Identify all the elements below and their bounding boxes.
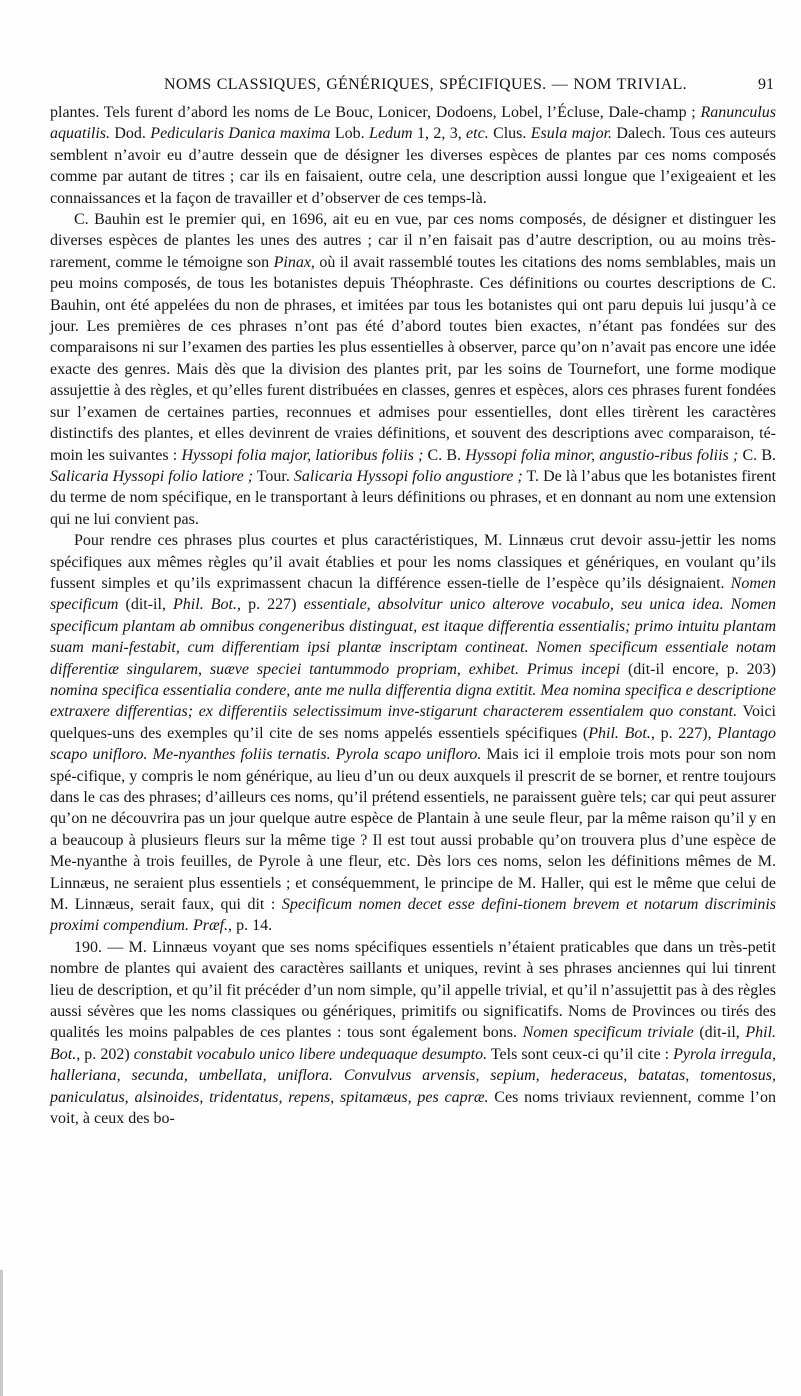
text-run: T. De là l’abus que les botanistes firent du terme de nom spécifique, en le transportant à leurs définitions ou phrases, et en donnant au nom une extension qui ne lui convient pas.: [50, 467, 777, 528]
paragraph: [50, 102, 776, 209]
page-number: 91: [758, 76, 774, 93]
text-run: Lob.: [330, 125, 370, 143]
italic-text: Ledum: [369, 125, 413, 143]
italic-text: Hyssopi folia minor, angustio-ribus foliis ;: [465, 446, 739, 464]
text-run: Tels sont ceux-ci qu’il cite :: [487, 1045, 674, 1063]
running-head: NOMS CLASSIQUES, GÉNÉRIQUES, SPÉCIFIQUES. — NOM TRIVIAL.: [164, 76, 687, 93]
text-run: (dit-il encore, p. 203): [620, 660, 776, 678]
italic-text: Nomen specificum: [50, 574, 776, 614]
text-run: Voici quelques-uns des exemples qu’il cite de ses noms appelés essentiels spécifiques (: [50, 703, 777, 742]
italic-text: Phil. Bot.,: [588, 724, 655, 742]
italic-text: Salicaria Hyssopi folio angustiore ;: [293, 467, 523, 485]
text-run: p. 202): [80, 1045, 134, 1063]
text-run: plantes. Tels furent d’abord les noms de Le Bouc, Lonicer, Dodoens, Lobel, l’Écluse, Dale-champ ;: [50, 104, 701, 121]
italic-text: Salicaria Hyssopi folio latiore ;: [50, 467, 254, 485]
text-run: Dalech. Tous ces auteurs semblent n’avoir eu d’autre dessein que de désigner les diverses espèces de plantes par ces noms composés comme par autant de titres ; car ils en faisaient, outre cela, une description aussi longue que l’exigeaient et les connaissances et la façon de travailler et d’observer de ces temps-là.: [50, 125, 776, 207]
left-edge-mark: [0, 1270, 3, 1396]
italic-text: Phil. Bot.,: [50, 1024, 777, 1063]
text-run: (dit-il,: [693, 1024, 746, 1042]
text-run: Pour rendre ces phrases plus courtes et plus caractéristiques, M. Linnæus crut devoir assu-jettir les noms spécifiques aux mêmes règles qu’il avait établies et pour les noms classiques et génériques, en voulant qu’ils fussent simples et qu’ils exprimassent chacun la différence essen-tielle de l’espèce qu’ils désignaient.: [50, 532, 776, 592]
italic-text: constabit vocabulo unico libere undequaque desumpto.: [133, 1045, 488, 1063]
paragraph: [50, 937, 776, 1130]
italic-text: Phil. Bot.,: [173, 596, 241, 614]
italic-text: Ranunculus aquatilis.: [50, 104, 776, 143]
italic-text: Pedicularis Danica maxima: [150, 125, 331, 143]
text-run: (dit-il,: [118, 596, 174, 614]
text-run: Mais ici il emploie trois mots pour son nom spé-cifique, y compris le nom générique, au lieu d’un ou deux auxquels il prescrit de se borner, et rentre toujours dans le cas des phrases; d’ailleurs ces noms, qu’il prétend essentiels, ne paraissent guère tels; car qui peut assurer qu’on ne découvrira pas un jour quelque autre espèce de Plantain à une seule fleur, par la même raison qu’il y en a beaucoup à plusieurs fleurs sur la même tige ? Il est tout aussi probable qu’on trouvera plus d’une espèce de Me-nyanthe à trois feuilles, de Pyrole à une fleur, etc. Dès lors ces noms, selon les définitions mêmes de M. Linnæus, ne seraient plus essentiels ; et conséquemment, le principe de M. Haller, qui est le même que celui de M. Linnæus, serait faux, qui dit :: [50, 746, 777, 914]
italic-text: Esula major.: [530, 125, 613, 143]
italic-text: Plantago scapo unifloro. Me-nyanthes foliis ternatis. Pyrola scapo unifloro.: [50, 724, 777, 764]
text-run: p. 227): [241, 596, 304, 614]
text-run: 1, 2, 3,: [412, 125, 467, 143]
body-text: [50, 102, 776, 1130]
text-run: Clus.: [488, 125, 531, 143]
text-run: 190. — M. Linnæus voyant que ses noms spécifiques essentiels n’étaient praticables que dans un très-petit nombre de plantes qui avaient des caractères saillants et uniques, revint à ses phrases anciennes qui lui tinrent lieu de description, et qu’il fit précéder d’un nom simple, qu’il appelle trivial, et qu’il n’assujettit pas à des règles aussi sévères que les noms classiques ou génériques, primitifs ou significatifs. Noms de Provinces ou tirés des qualités les moins palpables de ces plantes : tous sont également bons.: [50, 938, 776, 1042]
text-run: C. B.: [738, 446, 776, 464]
text-run: C. Bauhin est le premier qui, en 1696, ait eu en vue, par ces noms composés, de désigner et distinguer les diverses espèces de plantes les unes des autres ; car il n’en faisait pas d’autre description, ou au moins très-rarement, comme le témoigne son: [50, 211, 776, 271]
text-run: Dod.: [110, 125, 151, 143]
italic-text: etc.: [466, 125, 489, 143]
paragraph: [50, 530, 776, 937]
text-run: Tour.: [253, 467, 294, 485]
italic-text: Specificum nomen decet esse defini-tionem brevem et notarum discriminis proximi compendium. Præf.,: [50, 896, 777, 935]
text-run: C. B.: [423, 446, 466, 464]
italic-text: Nomen specificum triviale: [522, 1024, 694, 1042]
italic-text: Pinax,: [273, 253, 315, 271]
book-page: [50, 76, 776, 1130]
text-run: p. 227),: [654, 724, 718, 742]
page-header: [50, 76, 776, 102]
text-run: Ces noms triviaux reviennent, comme l’on voit, à ceux des bo-: [50, 1088, 777, 1128]
italic-text: essentiale, absolvitur unico alterove vocabulo, seu unica idea. Nomen specificum plantam ab omnibus congeneribus distinguat, est itaque differentia essentialis; primo intuitu plantam suam mani-festabit, cum differentiam ipsi plantæ inscriptam contineat. Nomen specificum essentiale notam differentiæ singularem, suæve speciei tantummodo propriam, exhibet. Primus incepi: [50, 596, 776, 678]
paragraph: [50, 209, 776, 530]
italic-text: Pyrola irregula, halleriana, secunda, umbellata, uniflora. Convulvus arvensis, sepium, hederaceus, batatas, tomentosus, paniculatus, alsinoides, tridentatus, repens, spitamæus, pes capræ.: [50, 1045, 776, 1106]
italic-text: nomina specifica essentialia condere, ante me nulla differentia digna extitit. Mea nomina specifica e descriptione extraxere differentias; ex differentiis selectissimum inve-stigarunt characterem essentialem quo constant.: [50, 681, 776, 721]
italic-text: Hyssopi folia major, latioribus foliis ;: [181, 446, 424, 464]
text-run: p. 14.: [232, 917, 273, 935]
text-run: où il avait rassemblé toutes les citations des noms semblables, mais un peu moins composés, de tous les botanistes depuis Théophraste. Ces définitions ou courtes descriptions de C. Bauhin, ont été appelées du non de phrases, et imitées par tous les botanistes qui ont paru depuis lui jusqu’à ce jour. Les premières de ces phrases n’ont pas été d’abord toutes bien exactes, n’étant pas fondées sur des comparaisons ni sur l’examen des parties les plus essentielles à observer, parce qu’on n’avait pas encore une idée exacte des genres. Mais dès que la division des plantes prit, par les soins de Tournefort, une forme modique assujettie à des règles, et qu’elles furent distribuées en classes, genres et espèces, alors ces phrases furent fondées sur l’examen de certaines parties, reconnues et admises pour essentielles, dont elles tirèrent les caractères distinctifs des plantes, et elles devinrent de vraies définitions, et souvent des descriptions avec comparaison, té-moin les suivantes :: [50, 253, 776, 464]
